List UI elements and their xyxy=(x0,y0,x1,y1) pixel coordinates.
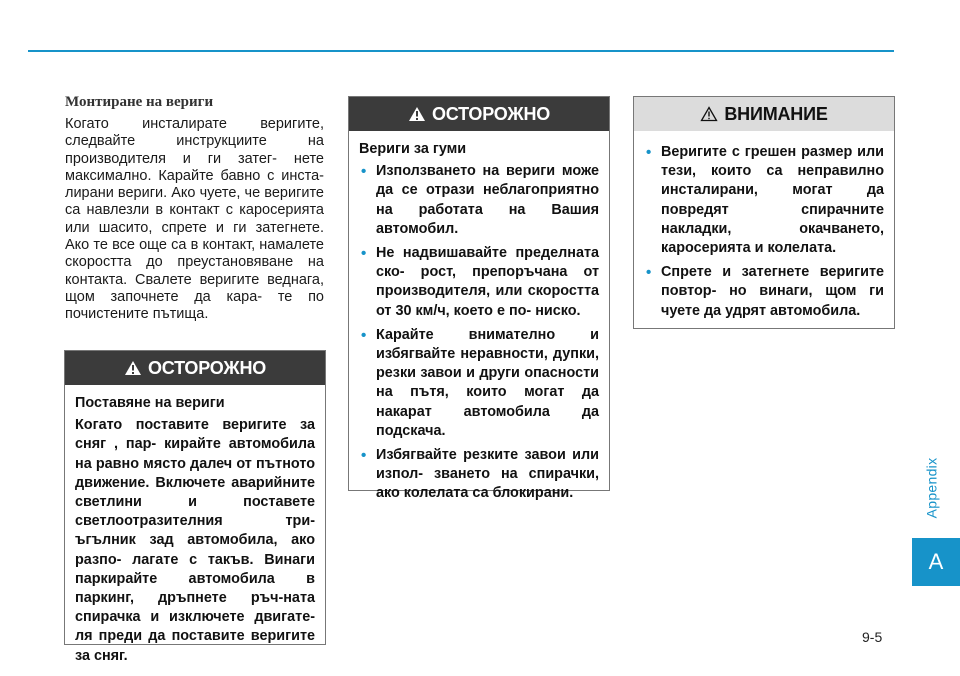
page-number: 9-5 xyxy=(862,629,883,645)
bullet-dot-icon: • xyxy=(361,447,367,465)
bullet-dot-icon: • xyxy=(361,326,367,344)
warning-triangle-icon xyxy=(700,106,718,122)
bullet-dot-icon: • xyxy=(646,144,652,161)
list-item: • Карайте внимателно и избягвайте неравности, дупки, резки завои и други опасности на пътя, които могат да накарат автомобила да подскача. xyxy=(361,326,599,439)
bullet-dot-icon: • xyxy=(646,264,652,282)
bullet-dot-icon: • xyxy=(361,163,367,181)
warning-list xyxy=(359,162,599,503)
appendix-side-label: Appendix xyxy=(923,457,939,519)
list-item: • Спрете и затегнете веригите повтор- но винаги, щом ги чуете да удрят автомобила. xyxy=(646,264,884,319)
list-item: • Избягвайте резките завои или изпол- зването на спирачки, ако колелата са блокирани. xyxy=(361,447,599,502)
warning-header xyxy=(349,97,609,131)
warning-box-tires xyxy=(348,96,610,502)
section-title: Монтиране на вериги xyxy=(65,94,214,110)
list-item: • Не надвишавайте пределната ско- рост, препоръчана от производителя, или скоростта от 30 км/ч, което е по- ниско. xyxy=(361,245,599,319)
caution-header-label: ВНИМАНИЕ xyxy=(724,103,828,124)
warning-triangle-icon xyxy=(408,106,426,122)
warning-box-install xyxy=(64,350,326,664)
caution-header xyxy=(634,97,894,131)
warning-header-label: ОСТОРОЖНО xyxy=(431,103,551,124)
list-item: • Веригите с грешен размер или тези, които са неправилно инсталирани, могат да повредят спирачните накладки, окачването, каросерията и колелата. xyxy=(646,144,884,257)
warning-header xyxy=(65,351,325,385)
bullet-dot-icon: • xyxy=(361,245,367,263)
section-body: Когато инсталирате веригите, следвайте инструкциите на производителя и ги затег- нете максимално. Карайте бавно с инста- лирани вериги. Ако чуете, че веригите са навлезли в контакт с каросерията или шасито, спрете и ги затегнете. Ако те все още са в контакт, намалете скоростта до преустановяване на контакта. Свалете веригите веднага, щом започнете да кара- те по почистените пътища. xyxy=(65,116,324,323)
warning-triangle-icon xyxy=(124,360,142,376)
caution-box xyxy=(633,96,895,329)
top-rule xyxy=(28,50,894,52)
warning-header-label: ОСТОРОЖНО xyxy=(147,357,267,378)
list-item: • Използването на вериги може да се отрази неблагоприятно на работата на Вашия автомобил. xyxy=(361,163,599,237)
warning-text: Когато поставите веригите за сняг , пар- кирайте автомобила на равно място далеч от пътното движение. Включете аварийните светлини и поставете светлоотразителния три- ъгълник зад автомобила, ако разпо- лагате с такъв. Винаги паркирайте автомобила в паркинг, дръпнете ръч-ната спирачка и изключете двигате- ля преди да поставите веригите за сняг. xyxy=(75,417,315,664)
warning-subtitle: Вериги за гуми xyxy=(359,141,467,157)
warning-subtitle: Поставяне на вериги xyxy=(75,395,225,411)
section-tab-a[interactable]: A xyxy=(912,538,960,586)
caution-list xyxy=(644,143,884,321)
